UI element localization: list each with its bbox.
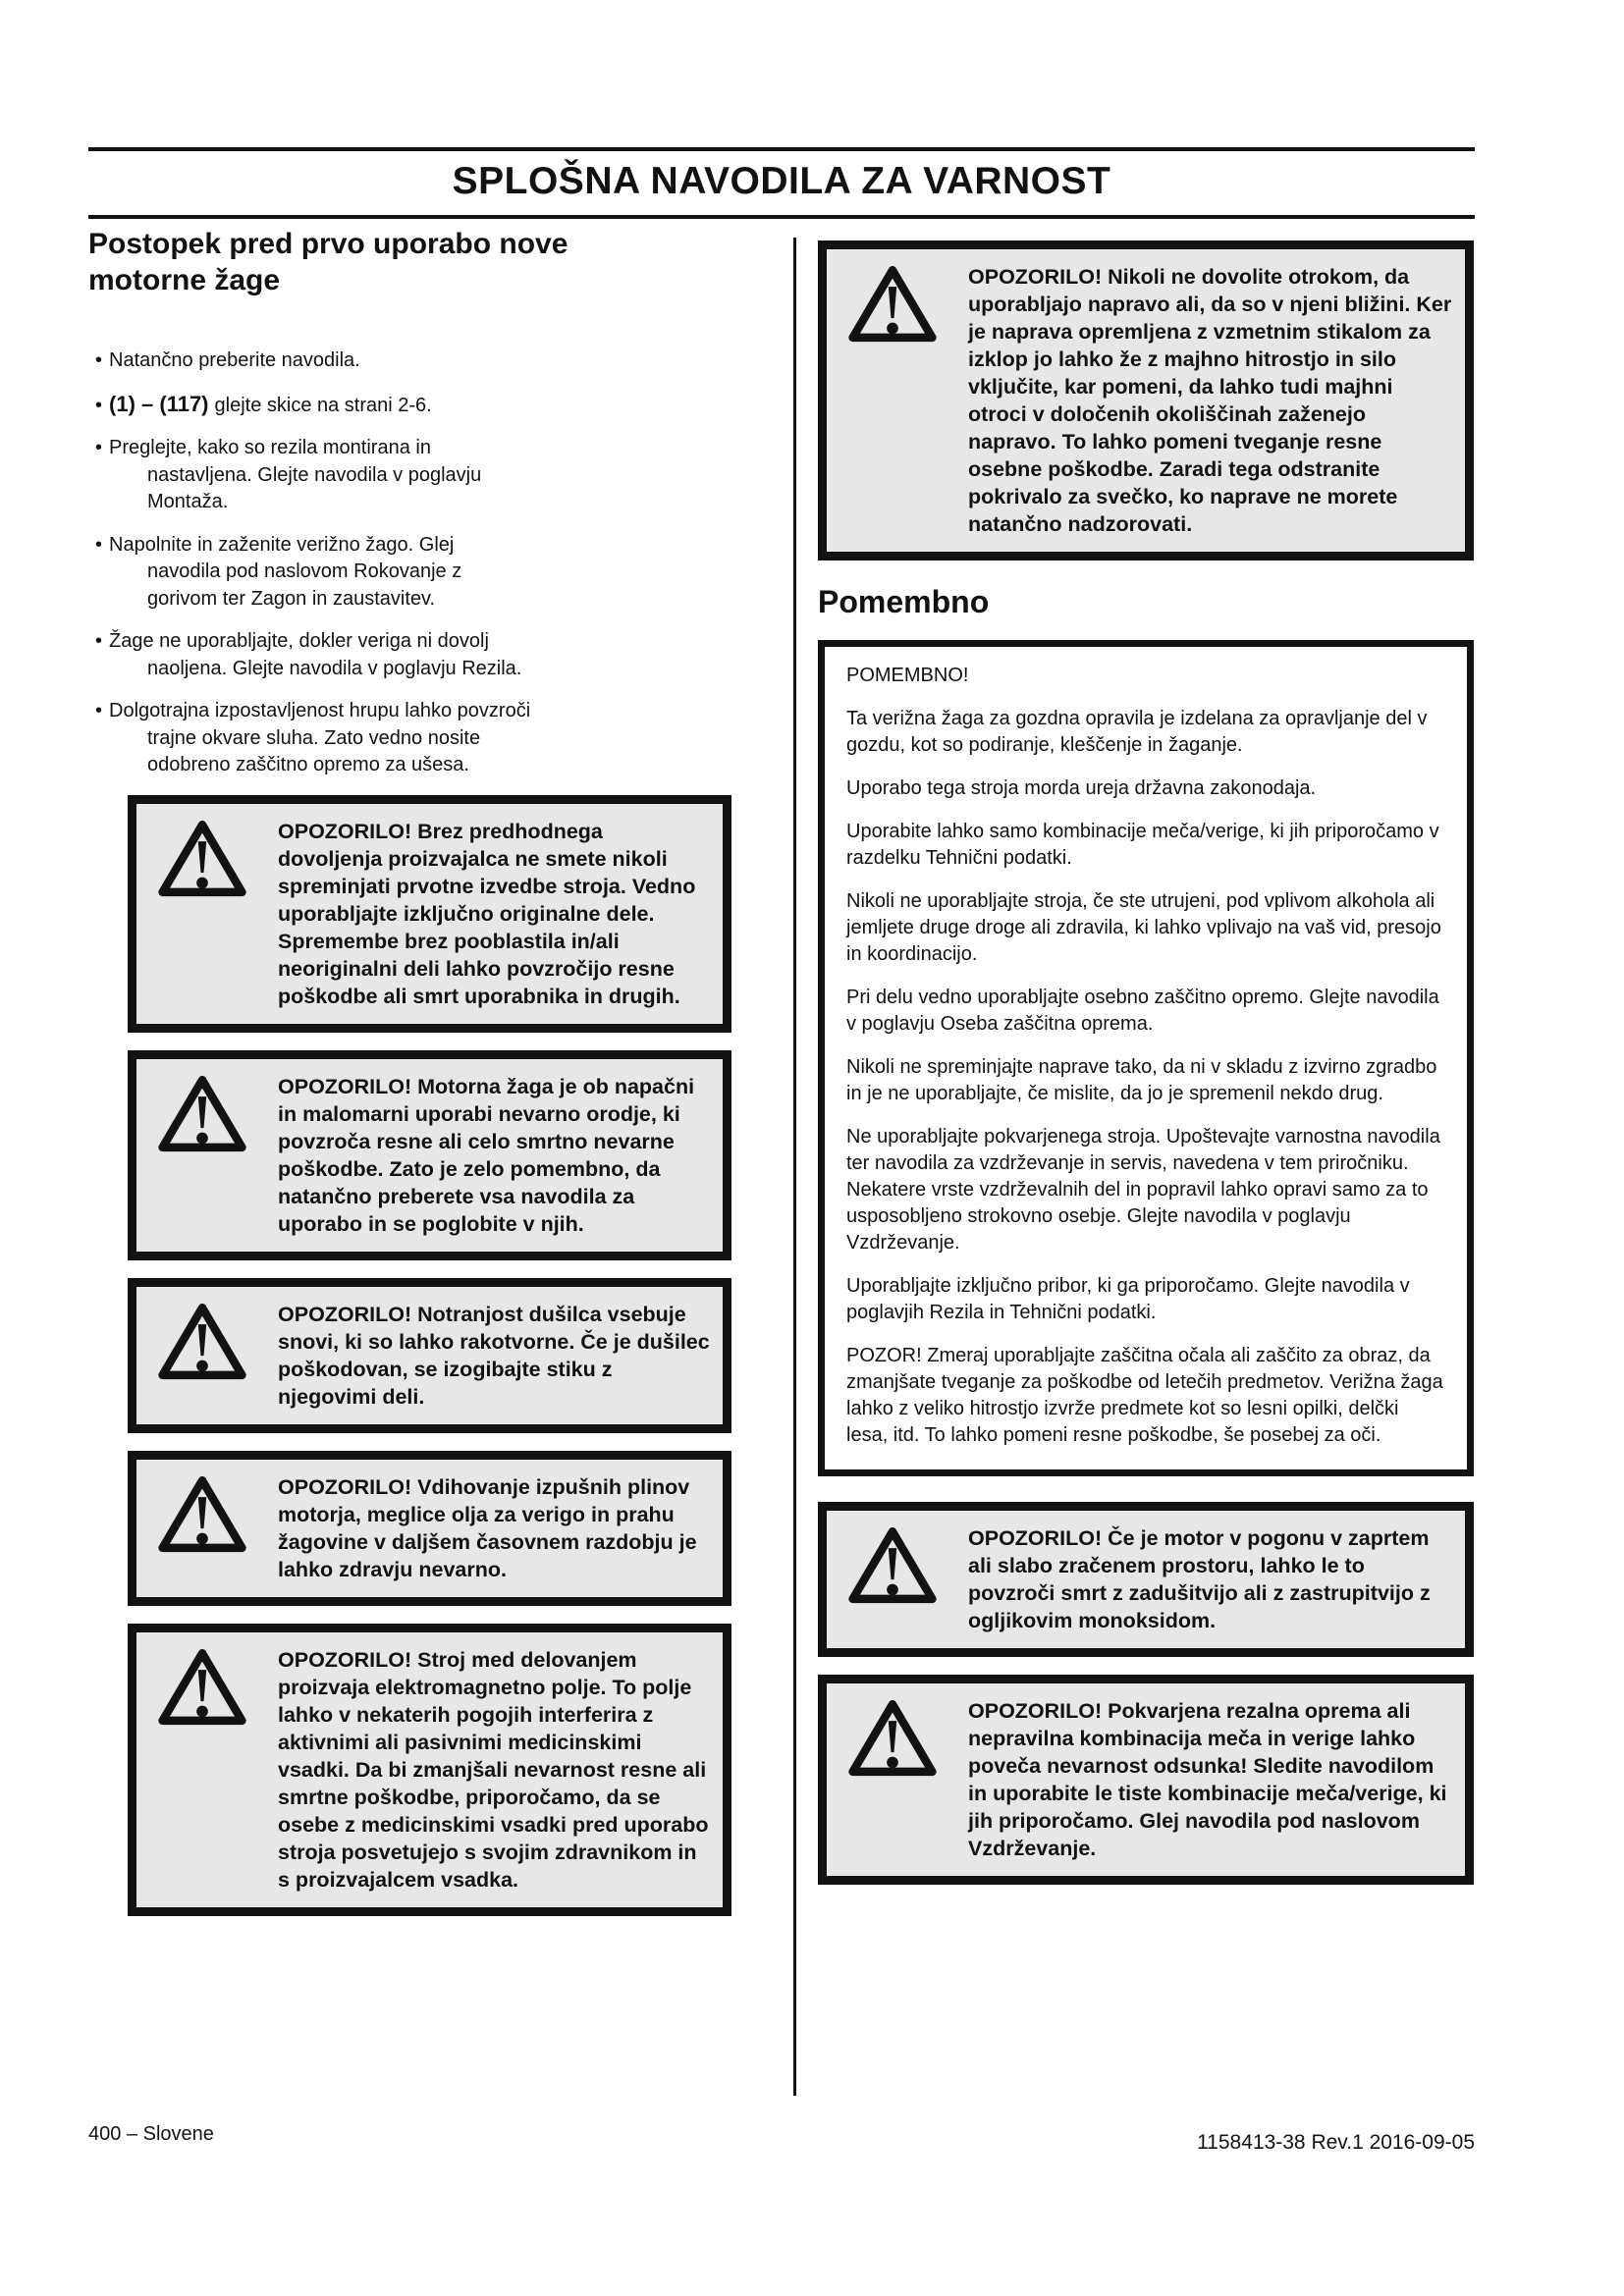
important-paragraph: Nikoli ne uporabljajte stroja, če ste utrujeni, pod vplivom alkohola ali jemljete druge droge ali zdravila, ki lahko vplivajo na vaš vid, presojo in koordinacijo. bbox=[846, 890, 1441, 965]
warning-box bbox=[128, 1278, 731, 1433]
important-paragraph: Ne uporabljajte pokvarjenega stroja. Upoštevajte varnostna navodila ter navodila za vzdrževanje in servis, navedena v tem priročniku. Nekatere vrste vzdrževalnih del in popravil lahko opravi samo za to usposobljeno strokovno osebje. Glejte navodila v poglavju Vzdrževanje. bbox=[846, 1126, 1440, 1254]
section-title-first-use: Postopek pred prvo uporabo nove motorne žage bbox=[88, 228, 568, 296]
warning-text: OPOZORILO! Notranjost dušilca vsebuje snovi, ki so lahko rakotvorne. Če je dušilec poškodovan, se izogibajte stiku z njegovimi deli. bbox=[278, 1302, 710, 1409]
bullet-text: Žage ne uporabljajte, dokler veriga ni dovolj naoljena. Glejte navodila v poglavju Rezila. bbox=[109, 630, 522, 679]
bullet-list bbox=[88, 347, 532, 779]
important-paragraph: POZOR! Zmeraj uporabljajte zaščitna očala ali zaščito za obraz, da zmanjšate tveganje za poškodbe od letečih predmetov. Verižna žaga lahko z veliko hitrostjo izvrže predmete kot so lesni opilki, delčki lesa, itd. To lahko pomeni resne poškodbe, še posebej za oči. bbox=[846, 1345, 1443, 1446]
warning-text: OPOZORILO! Stroj med delovanjem proizvaja elektromagnetno polje. To polje lahko v nekaterih pogojih interferira z aktivnimi ali pasivnimi medicinskimi vsadki. Da bi zmanjšali nevarnost resne ali smrtne poškodbe, priporočamo, da se osebe z medicinskimi vsadki pred uporabo stroja posvetujejo s svojim zdravnikom in s proizvajalcem vsadka. bbox=[278, 1647, 709, 1892]
bullet-text: glejte skice na strani 2-6. bbox=[214, 394, 432, 416]
bullet-marker: • bbox=[95, 349, 103, 371]
bullet-item bbox=[88, 628, 532, 682]
important-box-title: POMEMBNO! bbox=[846, 665, 969, 686]
bullet-text: Natančno preberite navodila. bbox=[109, 349, 360, 371]
bullet-marker: • bbox=[95, 630, 103, 652]
warning-triangle-icon bbox=[156, 1646, 248, 1729]
important-paragraph: Uporabo tega stroja morda ureja državna zakonodaja. bbox=[846, 777, 1317, 799]
warning-text: OPOZORILO! Pokvarjena rezalna oprema ali nepravilna kombinacija meča in verige lahko poveča nevarnost odsunka! Sledite navodilom in uporabite le tiste kombinacije meča/verige, ki jih priporočamo. Glej navodila pod naslovom Vzdrževanje. bbox=[968, 1699, 1447, 1860]
warning-triangle-icon bbox=[156, 1473, 248, 1556]
bullet-item bbox=[88, 391, 532, 420]
bullet-marker: • bbox=[95, 533, 103, 556]
bullet-marker: • bbox=[95, 700, 103, 721]
header-rule-bottom bbox=[88, 215, 1475, 219]
warning-box bbox=[818, 1502, 1474, 1657]
warning-text: OPOZORILO! Motorna žaga je ob napačni in malomarni uporabi nevarno orodje, ki povzroča resne ali celo smrtno nevarne poškodbe. Zato je zelo pomembno, da natančno preberete vsa navodila za uporabo in se poglobite v njih. bbox=[278, 1074, 695, 1236]
warning-triangle-icon bbox=[846, 1524, 939, 1607]
page-title: SPLOŠNA NAVODILA ZA VARNOST bbox=[452, 160, 1111, 202]
warning-box bbox=[128, 1624, 731, 1916]
bullet-marker: • bbox=[95, 394, 103, 416]
column-divider bbox=[793, 238, 796, 2096]
warning-text: OPOZORILO! Brez predhodnega dovoljenja proizvajalca ne smete nikoli spreminjati prvotne izvedbe stroja. Vedno uporabljajte izključno originalne dele. Spremembe brez pooblastila in/ali neoriginalni deli lahko povzročijo resne poškodbe ali smrt uporabnika in drugih. bbox=[278, 819, 696, 1008]
right-column bbox=[818, 240, 1474, 1902]
document-revision: 1158413-38 Rev.1 2016-09-05 bbox=[1197, 2131, 1475, 2154]
warning-text: OPOZORILO! Vdihovanje izpušnih plinov motorja, meglice olja za verigo in prahu žagovine v daljšem časovnem razdobju je lahko zdravju nevarno. bbox=[278, 1474, 697, 1581]
bullet-text: Preglejte, kako so rezila montirana in nastavljena. Glejte navodila v poglavju Montaža. bbox=[109, 437, 482, 512]
bullet-item bbox=[88, 532, 532, 614]
warning-triangle-icon bbox=[846, 1697, 939, 1780]
bullet-marker: • bbox=[95, 437, 103, 458]
figure-range: (1) – (117) bbox=[109, 391, 209, 416]
warning-triangle-icon bbox=[156, 1301, 248, 1383]
bullet-item bbox=[88, 435, 532, 516]
important-paragraph: Uporabljajte izključno pribor, ki ga priporočamo. Glejte navodila v poglavjih Rezila in Tehnični podatki. bbox=[846, 1275, 1410, 1323]
bullet-text: Dolgotrajna izpostavljenost hrupu lahko povzroči trajne okvare sluha. Zato vedno nosite odobreno zaščitno opremo za ušesa. bbox=[109, 700, 531, 775]
warning-triangle-icon bbox=[846, 263, 939, 346]
warning-box bbox=[818, 240, 1474, 561]
important-paragraph: Uporabite lahko samo kombinacije meča/verige, ki jih priporočamo v razdelku Tehnični podatki. bbox=[846, 821, 1439, 869]
warning-box bbox=[128, 1451, 731, 1606]
warning-triangle-icon bbox=[156, 1073, 248, 1155]
important-paragraph: Ta verižna žaga za gozdna opravila je izdelana za opravljanje del v gozdu, kot so podiranje, kleščenje in žaganje. bbox=[846, 708, 1428, 756]
warning-text: OPOZORILO! Nikoli ne dovolite otrokom, da uporabljajo napravo ali, da so v njeni bližini. Ker je naprava opremljena z vzmetnim stikalom za izklop jo lahko že z majhno hitrostjo in silo vključite, kar pomeni, da lahko tudi majhni otroci v določenih okoliščinah zaženejo napravo. To lahko pomeni tveganje resne osebne poškodbe. Zaradi tega odstranite pokrivalo za svečko, ko naprave ne morete natančno nadzorovati. bbox=[968, 265, 1452, 536]
warning-box bbox=[818, 1675, 1474, 1885]
section-title-important: Pomembno bbox=[818, 584, 990, 619]
bullet-item bbox=[88, 347, 532, 375]
important-paragraph: Nikoli ne spreminjajte naprave tako, da ni v skladu z izvirno zgradbo in je ne uporabljajte, če mislite, da jo je spremenil nekdo drug. bbox=[846, 1056, 1437, 1104]
warning-box bbox=[128, 1050, 731, 1260]
important-box bbox=[818, 640, 1474, 1476]
warning-text: OPOZORILO! Če je motor v pogonu v zaprtem ali slabo zračenem prostoru, lahko le to povzroči smrt z zadušitvijo ali z zastrupitvijo z ogljikovim monoksidom. bbox=[968, 1526, 1431, 1632]
bullet-text: Napolnite in zaženite verižno žago. Glej navodila pod naslovom Rokovanje z gorivom ter Zagon in zaustavitev. bbox=[109, 533, 462, 610]
page-number: 400 – Slovene bbox=[88, 2123, 214, 2145]
important-paragraph: Pri delu vedno uporabljajte osebno zaščitno opremo. Glejte navodila v poglavju Oseba zaščitna oprema. bbox=[846, 987, 1439, 1035]
left-column bbox=[88, 226, 736, 1934]
warning-box bbox=[128, 795, 731, 1033]
warning-triangle-icon bbox=[156, 818, 248, 900]
bullet-item bbox=[88, 698, 532, 779]
